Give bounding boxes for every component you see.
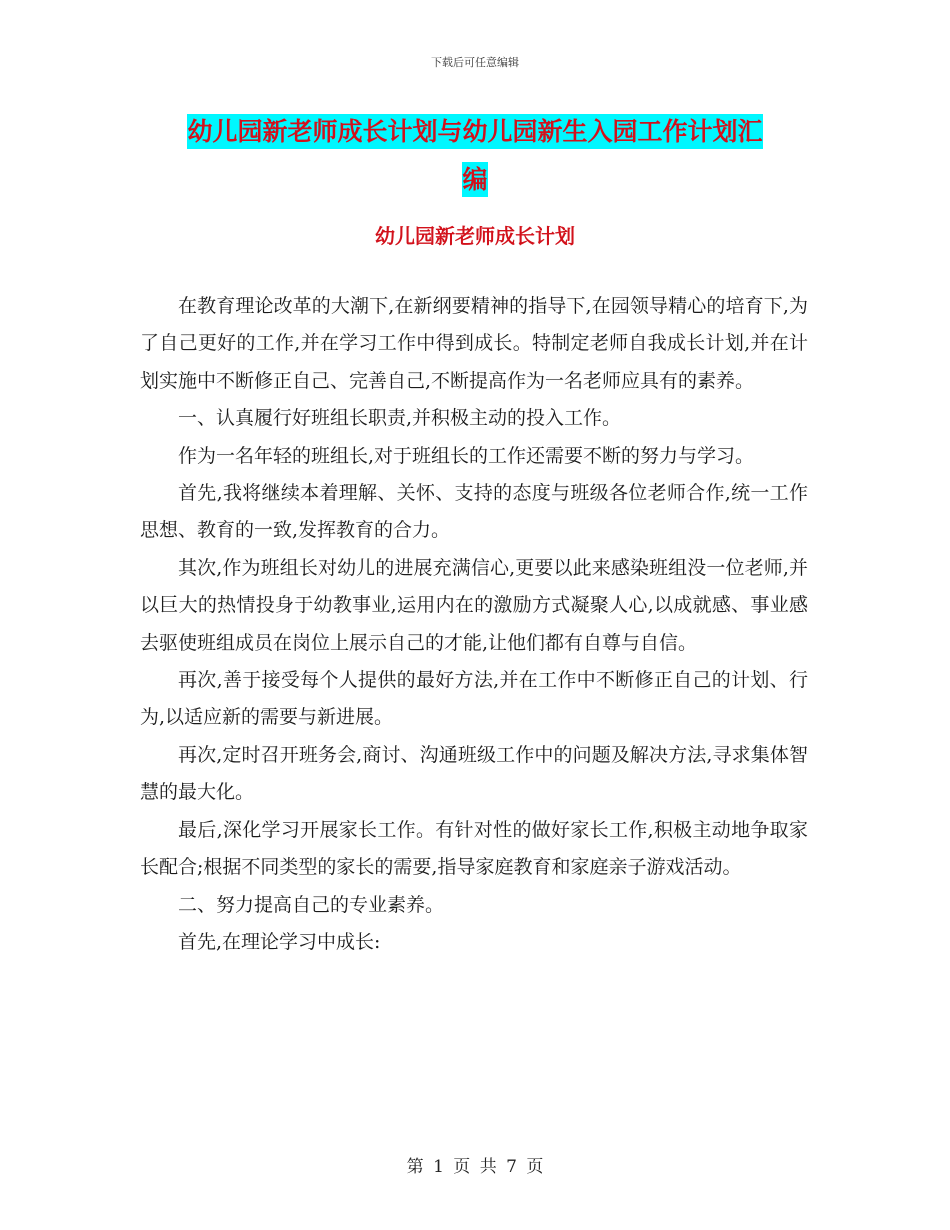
page-footer: 第 1 页 共 7 页 (406, 1157, 544, 1177)
document-title (0, 108, 950, 204)
paragraph: 其次,作为班组长对幼儿的进展充满信心,更要以此来感染班组没一位老师,并以巨大的热情投身于幼教事业,运用内在的激励方式凝聚人心,以成就感、事业感去驱使班组成员在岗位上展示自己的才能,让他们都有自尊与自信。 (140, 556, 808, 654)
header-note: 下载后可任意编辑 (431, 56, 519, 69)
section-title: 幼儿园新老师成长计划 (375, 224, 575, 248)
document-body (140, 288, 808, 961)
paragraph: 最后,深化学习开展家长工作。有针对性的做好家长工作,积极主动地争取家长配合;根据不同类型的家长的需要,指导家庭教育和家庭亲子游戏活动。 (140, 818, 808, 879)
paragraph: 再次,定时召开班务会,商讨、沟通班级工作中的问题及解决方法,寻求集体智慧的最大化。 (140, 743, 808, 804)
paragraph: 一、认真履行好班组长职责,并积极主动的投入工作。 (178, 407, 622, 430)
paragraph: 在教育理论改革的大潮下,在新纲要精神的指导下,在园领导精心的培育下,为了自己更好的工作,并在学习工作中得到成长。特制定老师自我成长计划,并在计划实施中不断修正自己、完善自己,不断提高作为一名老师应具有的素养。 (140, 295, 808, 392)
paragraph: 首先,我将继续本着理解、关怀、支持的态度与班级各位老师合作,统一工作思想、教育的一致,发挥教育的合力。 (140, 482, 808, 542)
paragraph: 作为一名年轻的班组长,对于班组长的工作还需要不断的努力与学习。 (178, 444, 755, 467)
paragraph: 再次,善于接受每个人提供的最好方法,并在工作中不断修正自己的计划、行为,以适应新的需要与新进展。 (140, 669, 808, 729)
document-title-line-1: 幼儿园新老师成长计划与幼儿园新生入园工作计划汇 (187, 114, 762, 149)
paragraph: 二、努力提高自己的专业素养。 (178, 893, 445, 916)
document-title-line-2: 编 (462, 162, 487, 197)
paragraph: 首先,在理论学习中成长: (178, 930, 381, 953)
